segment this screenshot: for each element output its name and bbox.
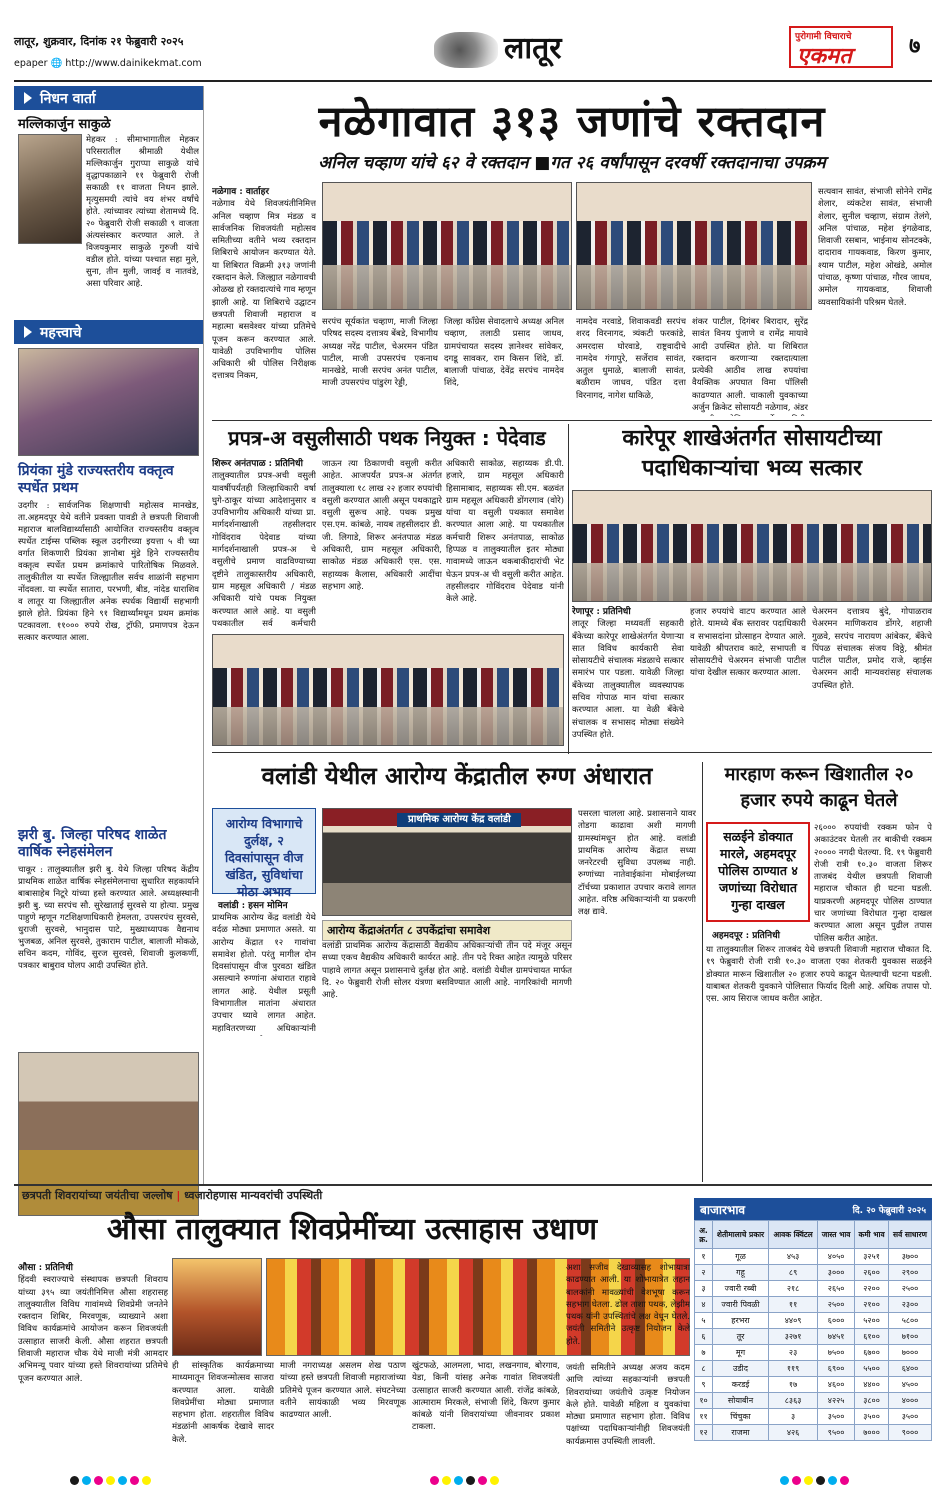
market-cell: ६ xyxy=(695,1329,713,1345)
market-cell: ६७०० xyxy=(855,1345,889,1361)
market-row xyxy=(695,1425,932,1441)
main-column-4: नामदेव नरवाडे, शिवाकवडी सरपंच शरद विरनागद, त्र्यंकटी फरकांडे, अमरदास घोरवाडे, राष्ट्रवादीचे नामदेव गंगापुरे, सर्जेराव सावंत, अतुल धुमाळे, बालाजी सावंत, बळीराम जाधव, पंडित दत्ता विरनागद, नागेश धाकिळे, xyxy=(576,317,686,401)
market-cell: २ xyxy=(695,1265,713,1281)
ausa-column-6: जयंती समितीने अध्यक्ष अजय कदम आणि त्यांच्या सहकाऱ्यांनी छत्रपती शिवरायांच्या जयंतीचे उत्कृष्ट नियोजन केले होते. यावेळी महिला व युवकांचा मोठ्या प्रमाणात सहभाग होता. विविध पक्षांच्या पदाधिकाऱ्यांनीही शिवजयंती कार्यक्रमास उपस्थिती लावली. xyxy=(566,1363,690,1447)
main-dateline: नळेगाव : वार्ताहर xyxy=(212,187,270,197)
market-cell: गूळ xyxy=(713,1249,769,1265)
story-title-zari: झरी बु. जिल्हा परिषद शाळेत वार्षिक स्नेहसंमेलन xyxy=(18,827,167,860)
city-name: लातूर xyxy=(504,31,562,66)
ausa-column-5: अशा सजीव देखाव्यासह शोभायात्रा काढण्यात आली. या शोभायात्रेत लहान बालकांनी मावळ्यांची वेशभूषा करून सहभाग घेतला. ढोल ताशा पथक, लेझीम पथक यांनी उपस्थितांचे लक्ष वेधून घेतले. जयंती समितीने उत्कृष्ट नियोजन केले होते. xyxy=(566,1263,690,1347)
market-cell: राजमा xyxy=(713,1425,769,1441)
market-row xyxy=(695,1409,932,1425)
obituary-photo xyxy=(18,134,82,244)
market-cell: ८ xyxy=(695,1361,713,1377)
register-dot xyxy=(82,1476,91,1485)
obituary-section-header xyxy=(14,86,203,110)
main-subline: अनिल चव्हाण यांचे ६२ वे रक्तदान ■गत २६ वर्षांपासून दरवर्षी रक्तदानाचा उपक्रम xyxy=(318,153,826,173)
market-cell: ८९ xyxy=(769,1265,818,1281)
masthead xyxy=(14,26,932,82)
register-dot xyxy=(840,1476,849,1485)
register-dot xyxy=(106,1476,115,1485)
prapatra-byline: शिरूर अनंतपाळ : प्रतिनिधी xyxy=(212,459,303,469)
obituary-header-label: निधन वार्ता xyxy=(40,90,96,107)
market-cell: ३५०० xyxy=(855,1409,889,1425)
blood-donation-photo xyxy=(322,182,572,310)
ausa-column-3: माजी नगराध्यक्ष असलम शेख पठाण यांच्या हस्ते छत्रपती शिवाजी महाराजांच्या प्रतिमेचे पूजन करण्यात आले. संघटनेच्या वतीने सायंकाळी भव्य मिरवणूक काढण्यात आली. xyxy=(280,1361,406,1421)
prapatra-column-3: अधिकारी साकोळ, सहाय्यक डी.पी. हजारे, ग्राम महसूल अधिकारी हिसामाबाद, सहाय्यक सी.एम. बळवंत ग्राम महसूल अधिकारी डोंगरगाव (वोरे) यांचा या वसुली पथकात समावेश करण्यात आला आहे. या पथकातील कर्मचारी शिरूर अनंतपाळ, साकोळ हिप्पळ व तालुक्यातील इतर मोठ्या गावामध्ये जाऊन थकबाकीदारांची भेट घेऊन प्रपत्र-अ ची वसुली करीत आहेत. तहसीलदार गोविंदराव पेदेवाड यांनी केले आहे. xyxy=(446,459,564,605)
market-cell: १ xyxy=(695,1249,713,1265)
market-cell: १२ xyxy=(695,1425,713,1441)
ausa-kicker-1: छत्रपती शिवरायांच्या जयंतीचा जल्लोष xyxy=(22,1189,173,1202)
register-dot xyxy=(118,1476,127,1485)
brand-name: एकमत xyxy=(797,44,852,69)
market-cell: ३७०० xyxy=(889,1249,932,1265)
register-dot xyxy=(142,1476,151,1485)
obituary-name: मल्लिकार्जुन साकुळे xyxy=(18,117,111,132)
prapatra-text-1: तालुक्यातील प्रपत्र-अची वसुली यावर्षीपर्यंतही जिल्हाधिकारी वर्षा घुगे-ठाकूर यांच्या आदेशानुसार व उपविभागीय अधिकारी यांच्या प्रा. मार्गदर्शनाखाली तहसीलदार गोविंदराव पेदेवाड यांच्या मार्गदर्शनाखाली प्रपत्र-अ चे वसुलीचे प्रमाण वाढविण्याच्या दृष्टीने तालुकास्तरीय अधिकारी, ग्राम महसूल अधिकारी / मंडळ अधिकारी यांचे पथक नियुक्त करण्यात आले आहे. या वसुली पथकातील सर्व कर्मचारी xyxy=(212,471,316,628)
market-cell: ११९ xyxy=(769,1361,818,1377)
market-cell: ६००० xyxy=(818,1313,855,1329)
market-cell: तूर xyxy=(713,1329,769,1345)
market-row xyxy=(695,1361,932,1377)
market-cell: ७१०० xyxy=(889,1329,932,1345)
market-cell: ३२५१ xyxy=(855,1249,889,1265)
prapatra-column-2: जाऊन त्या ठिकाणची वसुली करीत आहेत. आजपर्यंत प्रपत्र-अ अंतर्गत तालुक्याला १८ लाख २२ हजार रुपयांची वसुली करण्यात आली असून पथकाद्वारे वसुली सुरूच आहे. पथक प्रमुख एस.एम. कांबळे, नायब तहसीलदार डी. जी. लिगाडे, शिरूर अनंतपाळ मंडळ अधिकारी, ग्राम महसूल अधिकारी, साकोळ मंडळ अधिकारी एस. एस. सहाय्यक कैलास, अधिकारी आदींचा सहभाग आहे. xyxy=(322,459,442,592)
market-cell: ४४०९ xyxy=(769,1313,818,1329)
divider xyxy=(568,424,569,754)
col-header: शेतीमालाचे प्रकार xyxy=(713,1221,769,1249)
main-column-5: शंकर पाटील, दिगंबर बिरादार, सुरेंद्र सावंत विनय पुंजाणे व रामेंद्र मायावे आदी उपस्थित होते. या शिबिरात रक्तदान करणाऱ्या रक्तदात्याला प्रत्येकी आठीव लाख रुपयांचा वैयक्तिक अपघात विमा पॉलिसी काढण्यात आली. चाकाली युवकाच्या अर्जुन क्रिकेट सोसायटी नळेगाव, अंडर xyxy=(692,317,808,414)
market-cell: ४०५० xyxy=(818,1249,855,1265)
award-photo xyxy=(18,348,199,456)
market-cell: ७००० xyxy=(889,1345,932,1361)
health-center-photo xyxy=(322,808,572,916)
market-cell: ३ xyxy=(695,1281,713,1297)
market-cell: १७ xyxy=(769,1377,818,1393)
market-cell: ४५३ xyxy=(769,1249,818,1265)
valandi-column-2: पसरला चालला आहे. प्रशासनाने यावर तोडगा काढावा अशी मागणी ग्रामस्थांमधून होत आहे. वलांडी प्राथमिक आरोग्य केंद्रात सध्या जनरेटरची सुविधा उपलब्ध नाही. रुग्णांच्या नातेवाईकांना मोबाईलच्या टॉर्चच्या प्रकाशात उपचार करावे लागत आहेत. वरिष्ठ अधिकाऱ्यांनी या प्रकरणी लक्ष द्यावे. xyxy=(578,809,696,918)
market-cell: ५ xyxy=(695,1313,713,1329)
market-cell: ७००० xyxy=(855,1425,889,1441)
valandi-strip-text: वलांडी प्राथमिक आरोग्य केंद्रासाठी वैद्यकीय अधिकाऱ्यांची तीन पदे मंजूर असून सध्या एकच वैद्यकीय अधिकारी कार्यरत आहे. तीन पदे रिक्त आहेत त्यामुळे परिसर पाहावे लागत असून प्रशासनाचे दुर्लक्ष होत आहे. वलांडी येथील ग्रामपंचायत मार्फत दि. २० फेब्रुवारी रोजी सोलर यंत्रणा बसविण्यात आली आहे. नागरिकांची मागणी आहे. xyxy=(322,941,572,1001)
divider xyxy=(702,762,703,1182)
market-cell: करडई xyxy=(713,1377,769,1393)
market-row xyxy=(695,1265,932,1281)
ausa-column-2: ही सांस्कृतिक कार्यक्रमाच्या माध्यमातून शिवजन्मोत्सव साजरा करण्यात आला. यावेळी शिवप्रेमींचा मोठ्या प्रमाणात सहभाग होता. शहरातील विविध मंडळांनी आकर्षक देखावे सादर केले. xyxy=(172,1361,274,1445)
ausa-column-1 xyxy=(18,1262,168,1474)
main-column-3: जिल्हा काँग्रेस सेवादलाचे अध्यक्ष अनिल चव्हाण, तलाठी प्रसाद जाधव, ग्रामपंचायत सदस्य ज्ञानेश्वर सांवेकर, दगडू सावकर, राम किसन शिंदे, डॉ. बालाजी पांचाळ, देवेंद्र सरपंच नामदेव शिंदे, xyxy=(444,317,564,389)
market-cell: ३८०० xyxy=(855,1393,889,1409)
market-cell: ९ xyxy=(695,1377,713,1393)
ausa-byline: औसा : प्रतिनिधी xyxy=(18,1263,73,1273)
marhan-column-2: या तालुक्यातील शिरूर ताजबंद येथे छत्रपती शिवाजी महाराज चौकात दि. १९ फेब्रुवारी रोजी रात्री १०.३० वाजता एका शेतकरी युवकास सळईने डोक्यात मारून खिशातील २० हजार रुपये काढून घेतल्याची घटना घडली. याबाबत शेतकरी युवकाने पोलिसात फिर्याद दिली आहे. अधिक तपास पो. एस. आय सिराज जाधव करीत आहेत. xyxy=(706,945,932,1005)
market-cell: ज्वारी पिवळी xyxy=(713,1297,769,1313)
karepur-column-3: चेअरमन दत्तात्रय बुंदे, गोपाळराव चेअरमन माणिकराव डोंगरे, शहाजी गुळवे, सरपंच नारायण आंबेकर, बँकेचे पिंपळ संचालक संजय विठ्ठे, श्रीमंत पाटील पाटील, प्रमोद राजे, व्हाईस चेअरमन आदी मान्यवरांसह संचालक उपस्थित होते. xyxy=(812,607,932,691)
market-row xyxy=(695,1297,932,1313)
karepur-column-1 xyxy=(572,606,684,746)
market-rates-table xyxy=(694,1198,932,1441)
market-cell: २३ xyxy=(769,1345,818,1361)
col-header: जास्त भाव xyxy=(818,1221,855,1249)
blood-donation-crowd-photo xyxy=(576,182,812,310)
important-header-label: महत्त्वाचे xyxy=(40,324,82,341)
register-dot xyxy=(454,1476,463,1485)
market-cell: हरभरा xyxy=(713,1313,769,1329)
register-dot xyxy=(94,1476,103,1485)
market-cell: ३५०० xyxy=(818,1409,855,1425)
market-cell: मूग xyxy=(713,1345,769,1361)
story-text-priyanka: उदगीर : सार्वजनिक शिक्षणाची महोत्सव मानखेड, ता.अहमदपूर येथे वतीने प्रवक्ता पावडी ते छत्रपती शिवाजी महाराज बालविद्यार्थ्यांसाठी आयोजित राज्यस्तरीय वक्तृत्व स्पर्धेत टाईम्स पब्लिक स्कूल उदगीरच्या इयत्ता ५ वी च्या वर्गात शिकणारी प्रियंका ज्ञानोबा मुंडे हिने राज्यस्तरीय वक्तृत्व स्पर्धेत प्रथम क्रमांकाचे पारितोषिक मिळवले. तालुकीतील या स्पर्धेत जिल्ह्यातील सर्वच शाळांनी सहभाग नोंदवला. या स्पर्धेत सातारा, परभणी, बीड, नांदेड धाराशिव व लातूर या जिल्ह्यातील अनेक स्पर्धक विद्यार्थी सहभागी झाले होते. प्रियंका हिने ९१ विद्यार्थ्यांमधून प्रथम क्रमांक पटकावला. ११००० रुपये रोख, ट्रॉफी, प्रमाणपत्र देऊन सत्कार करण्यात आला. xyxy=(18,501,199,643)
brand-logo xyxy=(789,26,893,68)
color-register-marks xyxy=(70,1476,151,1486)
karepur-dateline: रेणापूर : प्रतिनिधी xyxy=(572,607,631,617)
market-header xyxy=(694,1198,932,1220)
shivaji-statue-photo xyxy=(172,1258,262,1356)
market-cell: ४२२५ xyxy=(818,1393,855,1409)
market-row xyxy=(695,1377,932,1393)
color-register-marks xyxy=(430,1476,499,1486)
market-cell: २६५० xyxy=(818,1281,855,1297)
market-cell: २६०० xyxy=(855,1265,889,1281)
register-dot xyxy=(804,1476,813,1485)
market-cell: १० xyxy=(695,1393,713,1409)
main-text-1: नळेगाव येथे शिवजयंतीनिमित्त अनिल चव्हाण मित्र मंडळ व सार्वजनिक शिवजयंती महोत्सव समितीच्या वतीने भव्य रक्तदान शिबिराचे आयोजन करण्यात येते. या शिबिरात विक्रमी ३१३ जणांनी रक्तदान केले. जिल्ह्यात नळेगावची ओळख हो रक्तदात्यांचे गाव म्हणून झाली आहे. या शिबिराचे उद्घाटन छत्रपती शिवाजी महाराज व महात्मा बसवेश्वर यांच्या प्रतिमेचे पूजन करून करण्यात आले. यावेळी उपविभागीय पोलिस अधिकारी श्री पोलिस निरीक्षक दत्तात्रय निकम, xyxy=(212,199,316,382)
health-center-sign: प्राथमिक आरोग्य केंद्र वलांडी xyxy=(397,813,521,827)
market-cell: ७४५१ xyxy=(818,1329,855,1345)
market-cell: ११ xyxy=(769,1297,818,1313)
col-header: आवक क्विंटल xyxy=(769,1221,818,1249)
marhan-highlight-box: सळईने डोक्यात मारले, अहमदपूर पोलिस ठाण्यात ४ जणांच्या विरोधात गुन्हा दाखल xyxy=(706,822,810,922)
market-cell: ३ xyxy=(769,1409,818,1425)
market-cell: ५८०० xyxy=(889,1313,932,1329)
kicker-separator: | xyxy=(176,1189,185,1202)
ausa-kicker-2: ध्वजारोहणास मान्यवरांची उपस्थिती xyxy=(184,1189,323,1202)
market-cell: ७ xyxy=(695,1345,713,1361)
market-cell: ८३६३ xyxy=(769,1393,818,1409)
valandi-strip-title: आरोग्य केंद्राअंतर्गत ८ उपकेंद्रांचा समावेश xyxy=(322,920,572,941)
prapatra-headline: प्रपत्र-अ वसुलीसाठी पथक नियुक्त : पेदेवाड xyxy=(228,426,546,450)
brand-slogan: पुरोगामी विचाराचे xyxy=(795,32,852,42)
market-body xyxy=(695,1249,932,1441)
valandi-column-1: प्राथमिक आरोग्य केंद्र वलांडी येथे वर्दळ मोठ्या प्रमाणात असते. या आरोग्य केंद्रात १२ गावांचा समावेश होतो. परंतु मागील दोन दिवसांपासून वीज पुरवठा खंडित असल्याने रुग्णांना अंधारात राहावे लागत आहे. येथील प्रसूती विभागातील मातांना अंधारात उपचार घ्यावे लागत आहेत. महावितरणच्या अधिकाऱ्यांनी xyxy=(212,913,316,1034)
valandi-highlight-box: आरोग्य विभागाचे दुर्लक्ष, २ दिवसांपासून वीज खंडित, सुविधांचा मोठा अभाव xyxy=(212,808,316,894)
register-dot xyxy=(466,1476,475,1485)
divider xyxy=(14,1184,932,1186)
map-icon xyxy=(434,32,498,68)
ausa-kicker xyxy=(22,1188,322,1203)
market-cell: ११ xyxy=(695,1409,713,1425)
karepur-text-1: लातूर जिल्हा मध्यवर्ती सहकारी बँकेच्या कारेपूर शाखेअंतर्गत येणाऱ्या सात विविध कार्यकारी सेवा सोसायटीचे संचालक मंडळाचे सत्कार समारंभ पार पडला. यावेळी जिल्हा बँकेच्या तालुक्यातील व्यवस्थापक सचिव गोपाळ मान यांचा सत्कार करण्यात आला. या वेळी बँकेचे संचालक व सभासद मोठ्या संख्येने उपस्थित होते. xyxy=(572,619,684,740)
register-dot xyxy=(780,1476,789,1485)
valandi-headline: वलांडी येथील आरोग्य केंद्रातील रुग्ण अंधारात xyxy=(261,762,653,790)
col-header: कमी भाव xyxy=(855,1221,889,1249)
market-date: दि. २० फेब्रुवारी २०२५ xyxy=(852,1205,926,1216)
register-dot xyxy=(478,1476,487,1485)
left-column xyxy=(14,86,204,1184)
market-table xyxy=(694,1220,932,1441)
market-cell: ज्वारी रब्बी xyxy=(713,1281,769,1297)
market-cell: २१०० xyxy=(855,1297,889,1313)
ausa-headline: औसा तालुक्यात शिवप्रेमींच्या उत्साहास उधाण xyxy=(106,1212,598,1247)
market-cell: २१८ xyxy=(769,1281,818,1297)
market-cell: ६९०० xyxy=(818,1361,855,1377)
prapatra-photo xyxy=(212,634,564,746)
market-title: बाजारभाव xyxy=(700,1202,746,1217)
market-cell: २५०० xyxy=(889,1281,932,1297)
prapatra-column-1 xyxy=(212,458,316,628)
market-cell: ४००० xyxy=(889,1393,932,1409)
market-cell: २२०० xyxy=(855,1281,889,1297)
story-text-zari: चाकूर : तालुक्यातील झरी बु. येथे जिल्हा परिषद केंद्रीय प्राथमिक शाळेत वार्षिक स्नेहसंमेलनाचा सुधारित सहकार्याने बाबासाहेब निटूरे यांच्या हस्ते करण्यात आले. अध्यक्षस्थानी झरी बु. च्या सरपंच सौ. सुरेखाताई सुरवसे या होत्या. प्रमुख पाहुणे म्हणून गटशिक्षणाधिकारी हेमलता, उपसरपंच सुरवसे, धुराजी सुरवसे, भानुदास पाटे, मुख्याध्यापक वैद्यनाथ भुजबळ, अनिल सुरवसे, तुकाराम पाटील, बालाजी मोकळे, सचिन कदम, गोविंद, सुरज सुरवसे, शिवाजी कुलकर्णी, पत्रकार बाबुराव घोलप आदी उपस्थित होते. xyxy=(18,865,199,971)
karepur-column-2: हजार रुपयांचे वाटप करण्यात आले होते. यामध्ये बँक स्तरावर पदाधिकारी व सभासदांना प्रोत्साहन देण्यात आले. यावेळी श्रीपतराव काटे, सभापती व सोसायटीचे चेअरमन संभाजी पाटील यांचा देखील सत्कार करण्यात आला. xyxy=(690,607,806,679)
register-dot xyxy=(430,1476,439,1485)
market-cell: चिंचुका xyxy=(713,1409,769,1425)
main-column-6: सत्यवान सावंत, संभाजी सोनेने रामेंद्र शेलार, व्यंकटेश सावंत, संभाजी शेलार, सुनील चव्हाण, संग्राम तेलंगे, अनिल पांचाळ, महेश इंगळेवाड, शिवाजी रसबान, भाईनाथ सोनटक्के, दादाराव गायकवाड, किरण कुमार, श्याम पाटील, महेश ओखंडे, अमोल पांचाळ, कृष्णा पांचाळ, गौरव जाधव, अमोल गायकवाड, शिवाजी व्यवसायिकांनी परिश्रम घेतले. xyxy=(818,187,932,308)
market-cell: ५५०० xyxy=(855,1361,889,1377)
market-cell: उडीद xyxy=(713,1361,769,1377)
market-cell: सोयाबीन xyxy=(713,1393,769,1409)
main-column-2: सरपंच सूर्यकांत चव्हाण, माजी जिल्हा परिषद सदस्य दत्तात्रय बेंबडे, विभागीय अध्यक्ष नरेंद्र पाटील, चेअरमन पंडित पाटील, माजी उपसरपंच एकनाथ मानखेडे, माजी सरपंच अनंत पाटील, माजी उपसरपंच पांडुरंग रेड्डी, xyxy=(322,317,438,389)
col-header: अ. क्र. xyxy=(695,1221,713,1249)
register-dot xyxy=(490,1476,499,1485)
obituary-text: मेहकर : सीमाभागातील मेहकर परिसरातील श्रीमाळी येथील मल्लिकार्जुन गुराप्पा साकुळे यांचे वृद्धापकाळाने ११ फेब्रुवारी रोजी सकाळी ११ वाजता निधन झाले. मृत्युसमयी त्यांचे वय शंभर वर्षांचे होते. त्यांच्यावर त्यांच्या शेतामध्ये दि. २० फेब्रुवारी रोजी सकाळी ९ वाजता अंत्यसंस्कार करण्यात आले. ते विजयकुमार साकुळे गुरुजी यांचे वडील होते. यांच्या पश्चात सहा मुले, सुना, तीन मुली, जावई व नातवंडे, असा परिवार आहे. xyxy=(86,135,199,289)
divider xyxy=(212,420,932,421)
market-cell: ५२०० xyxy=(855,1313,889,1329)
market-cell: गहू xyxy=(713,1265,769,1281)
register-dot xyxy=(792,1476,801,1485)
market-cell: ४६०० xyxy=(818,1377,855,1393)
market-cell: २५०० xyxy=(818,1297,855,1313)
register-dot xyxy=(130,1476,139,1485)
market-cell: ४४०० xyxy=(855,1377,889,1393)
market-cell: ६४०० xyxy=(889,1361,932,1377)
ausa-text-1: हिंदवी स्वराज्याचे संस्थापक छत्रपती शिवराय यांच्या ३९५ व्या जयंतीनिमित्त औसा शहरासह तालुक्यातील विविध गावांमध्ये शिवप्रेमी जनतेने रक्तदान शिबिर, मिरवणूक, व्याख्याने अशा विविध कार्यक्रमांचे आयोजन करून शिवजयंती उत्साहात साजरी केली. औसा शहरात छत्रपती शिवाजी महाराज चौक येथे माजी मंत्री आमदार अभिमन्यू पवार यांच्या हस्ते शिवरायांच्या प्रतिमेचे पूजन करण्यात आले. xyxy=(18,1275,168,1384)
market-cell: ४२६ xyxy=(769,1425,818,1441)
arrow-icon xyxy=(24,92,32,104)
market-cell: ९५०० xyxy=(818,1425,855,1441)
register-dot xyxy=(828,1476,837,1485)
market-row xyxy=(695,1345,932,1361)
marhan-headline: मारहाण करून खिशातील २० हजार रुपये काढून घेतले xyxy=(724,764,914,811)
register-dot xyxy=(70,1476,79,1485)
market-cell: ४ xyxy=(695,1297,713,1313)
market-cell: ६१०० xyxy=(855,1329,889,1345)
color-register-marks xyxy=(780,1476,849,1486)
divider xyxy=(212,752,932,753)
main-headline: नळेगावात ३१३ जणांचे रक्तदान xyxy=(318,97,826,147)
market-cell: २९०० xyxy=(889,1265,932,1281)
market-row xyxy=(695,1249,932,1265)
market-cell: ३००० xyxy=(818,1265,855,1281)
market-row xyxy=(695,1393,932,1409)
market-row xyxy=(695,1281,932,1297)
market-cell: २३०० xyxy=(889,1297,932,1313)
market-row xyxy=(695,1313,932,1329)
market-cell: ७५०० xyxy=(818,1345,855,1361)
important-section-header xyxy=(14,320,203,344)
col-header: सर्व साधारण xyxy=(889,1221,932,1249)
page-number: ७ xyxy=(909,34,921,59)
market-cell: ४५०० xyxy=(889,1377,932,1393)
valandi-byline: वलांडी : हसन मोमिन xyxy=(218,901,288,911)
karepur-photo xyxy=(572,490,932,602)
register-dot xyxy=(442,1476,451,1485)
market-cell: ९००० xyxy=(889,1425,932,1441)
edition-date: लातूर, शुक्रवार, दिनांक २१ फेब्रुवारी २०२५ xyxy=(14,35,184,48)
karepur-headline: कारेपूर शाखेअंतर्गत सोसायटीच्या पदाधिकाऱ्यांचा भव्य सत्कार xyxy=(622,426,882,481)
story-title-priyanka: प्रियंका मुंडे राज्यस्तरीय वक्तृत्व स्पर्धेत प्रथम xyxy=(18,463,174,496)
market-cell: ३२७१ xyxy=(769,1329,818,1345)
market-cell: ३५०० xyxy=(889,1409,932,1425)
register-dot xyxy=(816,1476,825,1485)
marhan-byline: अहमदपूर : प्रतिनिधी xyxy=(712,931,780,941)
ausa-column-4: खुंटफळे, आलमला, भादा, लखनगाव, बोरगाव, येडा, किनी यांसह अनेक गावांत शिवजयंती उत्साहात साजरी करण्यात आली. रांजेंद्र कांबळे, आत्माराम मिरकले, संभाजी शिंदे, किरण कुमार कांबळे यांनी शिवरायांच्या जीवनावर प्रकाश टाकला. xyxy=(412,1361,560,1433)
marhan-column-1: २६००० रुपयांची रक्कम फोन पे अकाउंटवर घेतली तर बाकीची रक्कम २०००० नगदी घेतल्या. दि. १९ फेब्रुवारी रोजी रात्री १०.३० वाजता शिरूर ताजबंद येथील छत्रपती शिवाजी महाराज चौकात ही घटना घडली. याप्रकरणी अहमदपूर पोलिस ठाण्यात चार जणांच्या विरोधात गुन्हा दाखल करण्यात आला असून पुढील तपास पोलिस करीत आहेत. xyxy=(814,823,932,944)
arrow-icon xyxy=(24,326,32,338)
main-column-1 xyxy=(212,186,316,416)
market-header-row xyxy=(695,1221,932,1249)
market-row xyxy=(695,1329,932,1345)
epaper-link[interactable]: epaper 🌐 http://www.dainikekmat.com xyxy=(14,58,202,69)
